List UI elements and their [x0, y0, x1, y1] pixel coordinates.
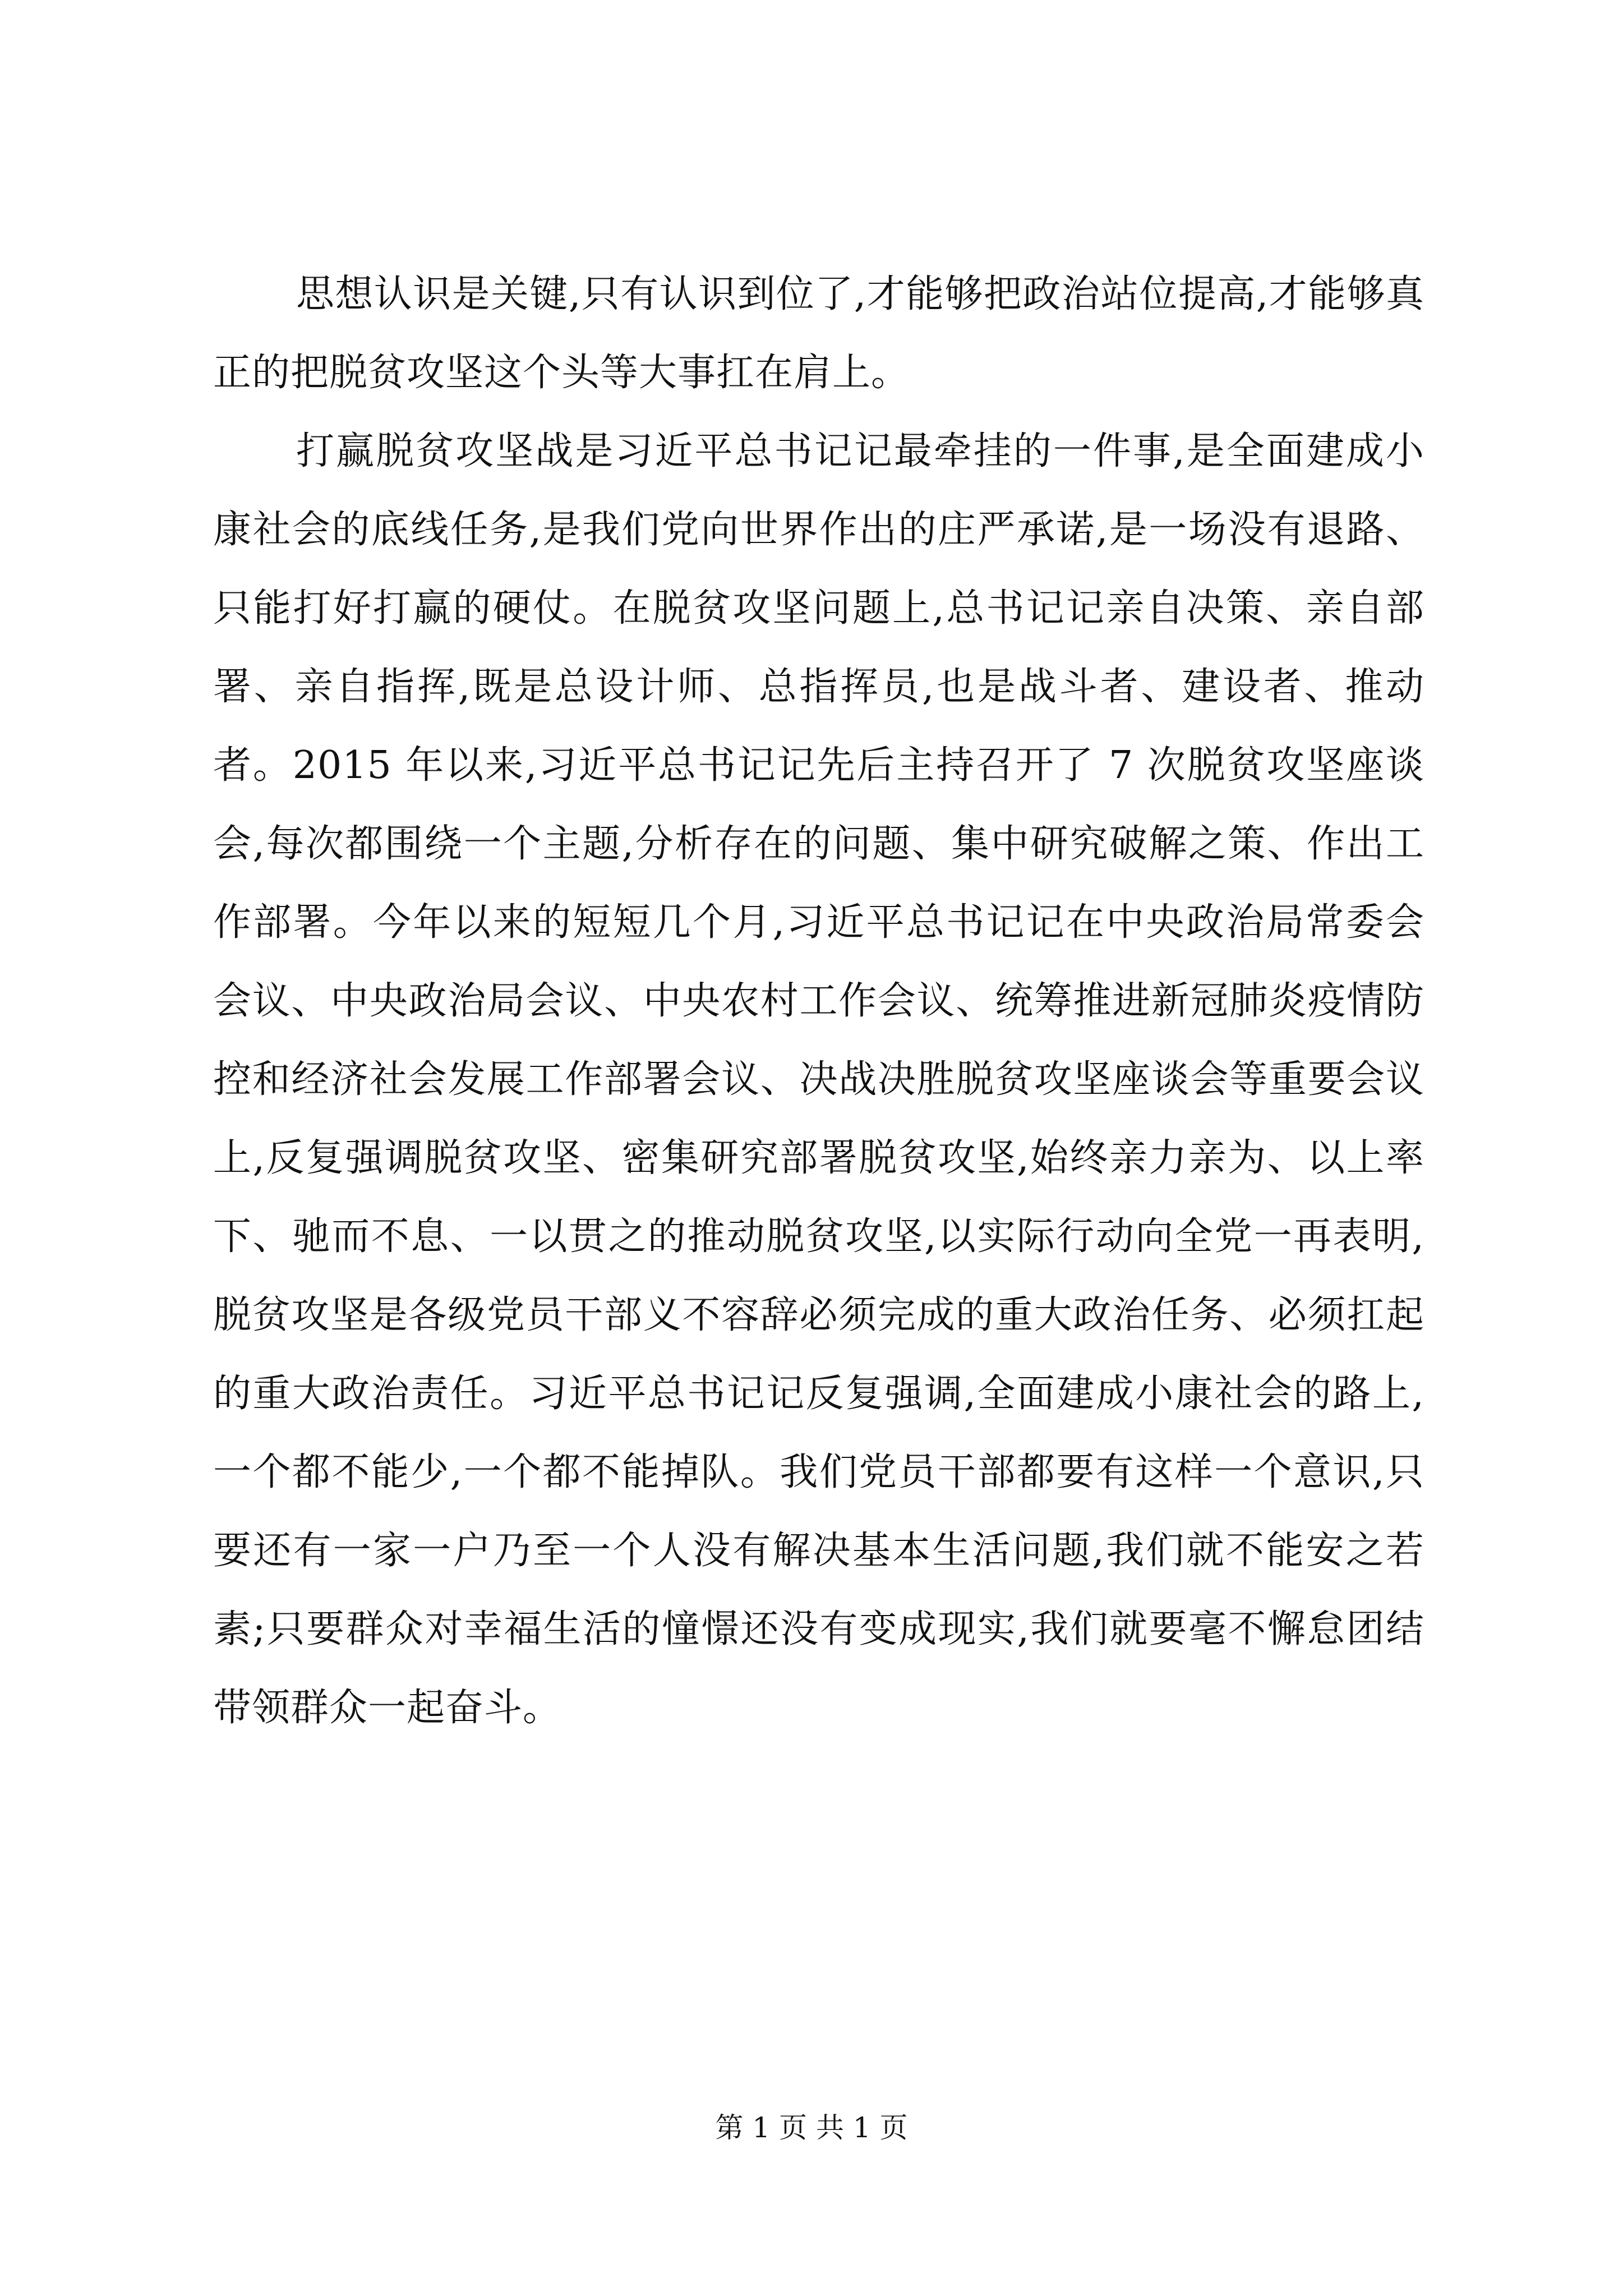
paragraph-2: 打赢脱贫攻坚战是习近平总书记记最牵挂的一件事,是全面建成小康社会的底线任务,是我们党向世界作出的庄严承诺,是一场没有退路、只能打好打赢的硬仗。在脱贫攻坚问题上,总书记记亲自决策、亲自部署、亲自指挥,既是总设计师、总指挥员,也是战斗者、建设者、推动者。2015 年以来,习近平总书记记先后主持召开了 7 次脱贫攻坚座谈会,每次都围绕一个主题,分析存在的问题、集中研究破解之策、作出工作部署。今年以来的短短几个月,习近平总书记记在中央政治局常委会会议、中央政治局会议、中央农村工作会议、统筹推进新冠肺炎疫情防控和经济社会发展工作部署会议、决战决胜脱贫攻坚座谈会等重要会议上,反复强调脱贫攻坚、密集研究部署脱贫攻坚,始终亲力亲为、以上率下、驰而不息、一以贯之的推动脱贫攻坚,以实际行动向全党一再表明,脱贫攻坚是各级党员干部义不容辞必须完成的重大政治任务、必须扛起的重大政治责任。习近平总书记记反复强调,全面建成小康社会的路上,一个都不能少,一个都不能掉队。我们党员干部都要有这样一个意识,只要还有一家一户乃至一个人没有解决基本生活问题,我们就不能安之若素;只要群众对幸福生活的憧憬还没有变成现实,我们就要毫不懈怠团结带领群众一起奋斗。	[213, 429, 1424, 1730]
document-body	[213, 255, 1424, 1747]
paragraph-1: 思想认识是关键,只有认识到位了,才能够把政治站位提高,才能够真正的把脱贫攻坚这个头等大事扛在肩上。	[213, 272, 1424, 395]
page-footer: 第 1 页 共 1 页	[715, 2111, 908, 2144]
